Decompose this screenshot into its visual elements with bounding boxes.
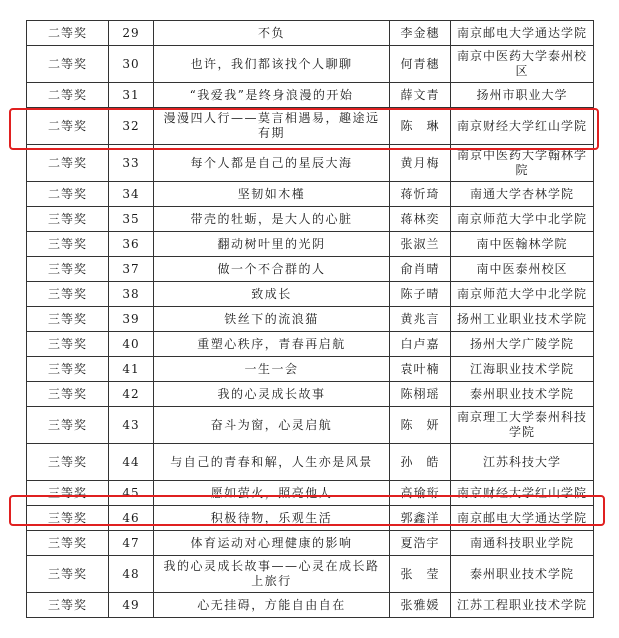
prize-cell: 二等奖 [27,145,109,182]
number-cell: 44 [109,444,154,481]
number-cell: 33 [109,145,154,182]
number-cell: 37 [109,257,154,282]
school-cell: 泰州职业技术学院 [451,556,594,593]
school-cell: 南通科技职业学院 [451,531,594,556]
awards-table [26,20,594,618]
prize-cell: 三等奖 [27,444,109,481]
school-cell: 南京中医药大学翰林学院 [451,145,594,182]
author-cell: 俞肖晴 [390,257,451,282]
table-row [27,407,594,444]
school-cell: 南京师范大学中北学院 [451,282,594,307]
author-cell: 张淑兰 [390,232,451,257]
school-cell: 江海职业技术学院 [451,357,594,382]
number-cell: 31 [109,83,154,108]
title-cell: 带壳的牡蛎，是大人的心脏 [154,207,390,232]
number-cell: 49 [109,593,154,618]
table-row [27,46,594,83]
table-row [27,332,594,357]
number-cell: 41 [109,357,154,382]
number-cell: 35 [109,207,154,232]
author-cell: 张 莹 [390,556,451,593]
title-cell: 一生一会 [154,357,390,382]
table-row [27,444,594,481]
author-cell: 黄月梅 [390,145,451,182]
author-cell: 张雅媛 [390,593,451,618]
table-row [27,531,594,556]
prize-cell: 二等奖 [27,182,109,207]
prize-cell: 三等奖 [27,593,109,618]
author-cell: 蒋忻琦 [390,182,451,207]
school-cell: 南中医翰林学院 [451,232,594,257]
prize-cell: 三等奖 [27,357,109,382]
author-cell: 何青穗 [390,46,451,83]
author-cell: 薛文青 [390,83,451,108]
title-cell: 每个人都是自己的星辰大海 [154,145,390,182]
table-row [27,593,594,618]
school-cell: 江苏工程职业技术学院 [451,593,594,618]
number-cell: 46 [109,506,154,531]
table-row [27,556,594,593]
prize-cell: 三等奖 [27,556,109,593]
table-row [27,145,594,182]
author-cell: 夏浩宇 [390,531,451,556]
table-row-highlighted [27,108,594,145]
prize-cell: 三等奖 [27,232,109,257]
school-cell: 南京邮电大学通达学院 [451,506,594,531]
school-cell: 扬州大学广陵学院 [451,332,594,357]
number-cell: 29 [109,21,154,46]
prize-cell: 三等奖 [27,531,109,556]
number-cell: 39 [109,307,154,332]
number-cell: 47 [109,531,154,556]
author-cell: 陈 妍 [390,407,451,444]
number-cell: 43 [109,407,154,444]
title-cell: 做一个不合群的人 [154,257,390,282]
author-cell: 孙 皓 [390,444,451,481]
number-cell: 36 [109,232,154,257]
title-cell: 致成长 [154,282,390,307]
title-cell: 积极待物，乐观生活 [154,506,390,531]
title-cell: 我的心灵成长故事 [154,382,390,407]
title-cell: 不负 [154,21,390,46]
school-cell: 南京师范大学中北学院 [451,207,594,232]
number-cell: 32 [109,108,154,145]
school-cell: 南京理工大学泰州科技学院 [451,407,594,444]
table-row [27,506,594,531]
title-cell: 我的心灵成长故事——心灵在成长路上旅行 [154,556,390,593]
school-cell: 南京财经大学红山学院 [451,108,594,145]
prize-cell: 二等奖 [27,108,109,145]
prize-cell: 二等奖 [27,21,109,46]
school-cell: 南京中医药大学泰州校区 [451,46,594,83]
prize-cell: 三等奖 [27,282,109,307]
table-row [27,232,594,257]
table-row [27,307,594,332]
title-cell: “我爱我”是终身浪漫的开始 [154,83,390,108]
author-cell: 陈栩瑶 [390,382,451,407]
number-cell: 30 [109,46,154,83]
title-cell: 体育运动对心理健康的影响 [154,531,390,556]
prize-cell: 三等奖 [27,332,109,357]
author-cell: 陈 琳 [390,108,451,145]
prize-cell: 三等奖 [27,307,109,332]
school-cell: 扬州工业职业技术学院 [451,307,594,332]
school-cell: 扬州市职业大学 [451,83,594,108]
number-cell: 38 [109,282,154,307]
number-cell: 40 [109,332,154,357]
title-cell: 与自己的青春和解，人生亦是风景 [154,444,390,481]
title-cell: 也许，我们都该找个人聊聊 [154,46,390,83]
table-row [27,282,594,307]
author-cell: 郭鑫洋 [390,506,451,531]
title-cell: 奋斗为窗，心灵启航 [154,407,390,444]
prize-cell: 三等奖 [27,481,109,506]
author-cell: 袁叶楠 [390,357,451,382]
school-cell: 南中医泰州校区 [451,257,594,282]
author-cell: 黄兆言 [390,307,451,332]
title-cell: 重塑心秩序，青春再启航 [154,332,390,357]
school-cell: 南京邮电大学通达学院 [451,21,594,46]
title-cell: 心无挂碍，方能自由自在 [154,593,390,618]
table-row-highlighted [27,481,594,506]
prize-cell: 三等奖 [27,407,109,444]
school-cell: 泰州职业技术学院 [451,382,594,407]
table-row [27,357,594,382]
prize-cell: 二等奖 [27,46,109,83]
title-cell: 翻动树叶里的光阴 [154,232,390,257]
table-row [27,382,594,407]
table-row [27,21,594,46]
prize-cell: 三等奖 [27,506,109,531]
number-cell: 42 [109,382,154,407]
author-cell: 蒋林奕 [390,207,451,232]
number-cell: 48 [109,556,154,593]
author-cell: 白卢嘉 [390,332,451,357]
table-row [27,207,594,232]
title-cell: 铁丝下的流浪猫 [154,307,390,332]
table-row [27,83,594,108]
school-cell: 江苏科技大学 [451,444,594,481]
title-cell: 漫漫四人行——莫言相遇易，趣途远有期 [154,108,390,145]
prize-cell: 三等奖 [27,257,109,282]
author-cell: 高瑜珩 [390,481,451,506]
school-cell: 南京财经大学红山学院 [451,481,594,506]
number-cell: 45 [109,481,154,506]
title-cell: 愿如萤火，照亮他人 [154,481,390,506]
prize-cell: 三等奖 [27,207,109,232]
table-row [27,257,594,282]
author-cell: 陈子晴 [390,282,451,307]
school-cell: 南通大学杏林学院 [451,182,594,207]
table-row [27,182,594,207]
prize-cell: 三等奖 [27,382,109,407]
prize-cell: 二等奖 [27,83,109,108]
author-cell: 李金穗 [390,21,451,46]
number-cell: 34 [109,182,154,207]
title-cell: 坚韧如木槿 [154,182,390,207]
